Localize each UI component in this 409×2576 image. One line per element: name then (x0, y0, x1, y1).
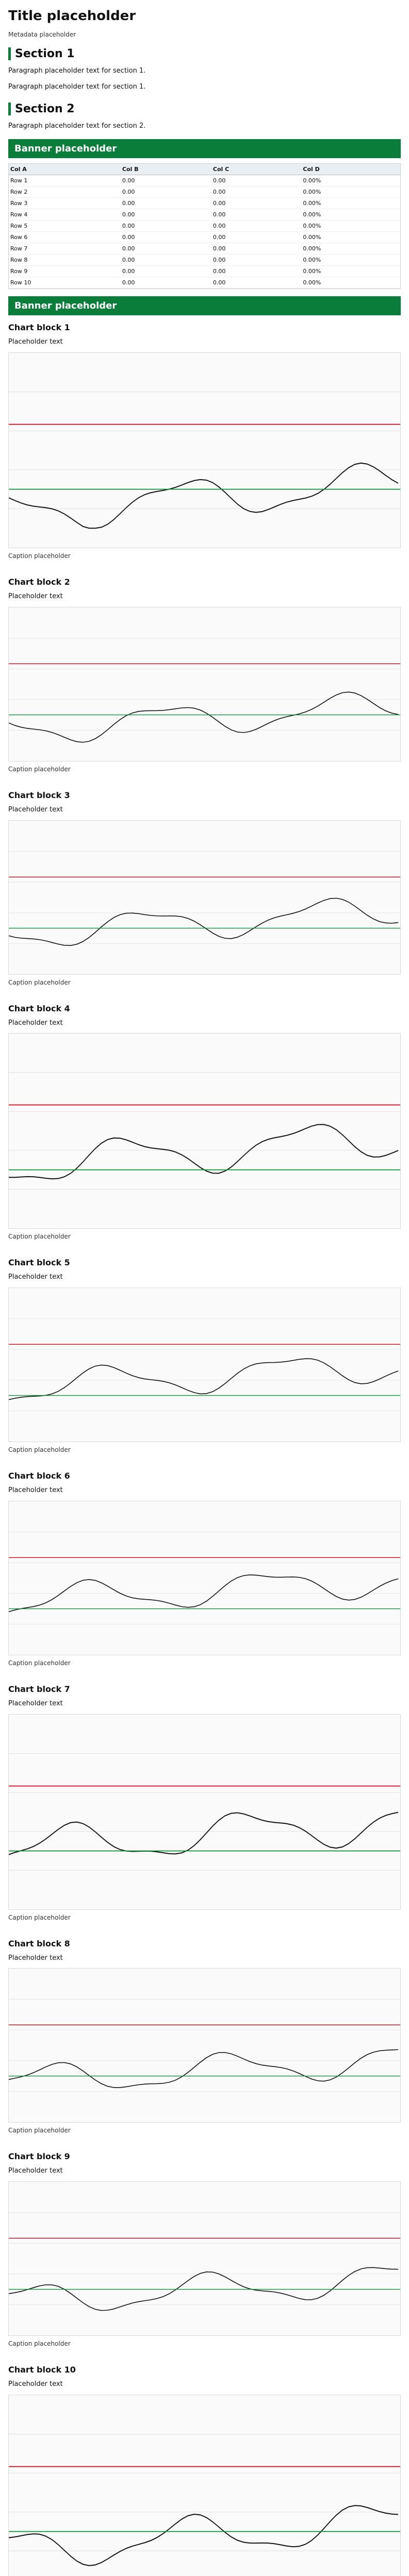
chart-series-line (9, 1812, 398, 1854)
chart-image (8, 1968, 401, 2123)
chart-series-line (9, 2049, 398, 2088)
chart-svg (9, 2182, 400, 2335)
table-row (9, 266, 400, 277)
table-cell: Row 4 (9, 209, 121, 221)
table-cell: Row 9 (9, 266, 121, 277)
chart-block-heading: Chart block 8 (8, 1938, 70, 1948)
spacer (8, 991, 401, 996)
chart-caption: Caption placeholder (8, 1446, 71, 1453)
chart-caption: Caption placeholder (8, 1659, 71, 1667)
table-cell: 0.00% (301, 243, 400, 255)
banner-2: Banner placeholder (8, 296, 401, 315)
spacer (8, 778, 401, 783)
table-row (9, 232, 400, 243)
table-cell: 0.00 (211, 255, 302, 266)
table-cell: 0.00% (301, 277, 400, 289)
section-heading: Section 2 (8, 103, 401, 115)
table-cell: Row 5 (9, 221, 121, 232)
table-cell: 0.00 (211, 175, 302, 187)
table-cell: 0.00 (211, 232, 302, 243)
table-row (9, 175, 400, 187)
chart-block-heading: Chart block 9 (8, 2151, 70, 2162)
chart-block (8, 790, 401, 986)
table-cell: 0.00 (121, 266, 211, 277)
chart-svg (9, 1033, 400, 1228)
table-header: Col D (301, 164, 400, 175)
table-cell: 0.00 (211, 209, 302, 221)
chart-series-line (9, 1125, 398, 1179)
chart-block-heading: Chart block 3 (8, 790, 70, 800)
table-cell: 0.00% (301, 266, 400, 277)
table-cell: 0.00 (211, 198, 302, 209)
table-cell: 0.00% (301, 232, 400, 243)
chart-image (8, 1501, 401, 1655)
table-cell: 0.00% (301, 198, 400, 209)
spacer (8, 1672, 401, 1677)
chart-svg (9, 2395, 400, 2576)
chart-caption: Caption placeholder (8, 1913, 71, 1921)
table-row (9, 277, 400, 289)
table-cell: Row 1 (9, 175, 121, 187)
chart-block (8, 1004, 401, 1241)
chart-svg (9, 353, 400, 548)
table-row (9, 243, 400, 255)
table-cell: 0.00 (211, 221, 302, 232)
chart-block-text: Placeholder text (8, 338, 63, 346)
table-cell: Row 2 (9, 187, 121, 198)
section-paragraph: Paragraph placeholder text for section 1. (8, 82, 146, 91)
chart-block-text: Placeholder text (8, 1273, 63, 1281)
table-row (9, 255, 400, 266)
chart-svg (9, 1288, 400, 1442)
section-1 (8, 103, 401, 132)
chart-blocks (8, 323, 401, 2576)
chart-block-text: Placeholder text (8, 1019, 63, 1027)
chart-block-heading: Chart block 10 (8, 2365, 76, 2375)
chart-caption: Caption placeholder (8, 2127, 71, 2134)
table-cell: 0.00 (121, 187, 211, 198)
section-paragraph: Paragraph placeholder text for section 2. (8, 122, 146, 130)
spacer (8, 2352, 401, 2358)
chart-block-text: Placeholder text (8, 2380, 63, 2388)
chart-image (8, 1714, 401, 1910)
chart-block-text: Placeholder text (8, 1699, 63, 1707)
table-cell: 0.00% (301, 209, 400, 221)
chart-block-heading: Chart block 6 (8, 1471, 70, 1481)
chart-caption: Caption placeholder (8, 1233, 71, 1241)
spacer (8, 565, 401, 570)
section-heading: Section 1 (8, 47, 401, 60)
table-row (9, 198, 400, 209)
table-cell: 0.00 (121, 277, 211, 289)
chart-image (8, 1287, 401, 1442)
spacer (8, 2139, 401, 2144)
chart-block-heading: Chart block 5 (8, 1258, 70, 1268)
table-cell: Row 3 (9, 198, 121, 209)
chart-block (8, 1684, 401, 1921)
chart-caption: Caption placeholder (8, 978, 71, 986)
table-cell: Row 10 (9, 277, 121, 289)
chart-svg (9, 821, 400, 974)
chart-series-line (9, 898, 398, 945)
table-cell: 0.00 (211, 243, 302, 255)
section-paragraph: Paragraph placeholder text for section 1. (8, 67, 146, 75)
article-title: Title placeholder (8, 8, 136, 24)
chart-image (8, 820, 401, 975)
chart-block-text: Placeholder text (8, 592, 63, 600)
section-0 (8, 47, 401, 93)
spacer (8, 1245, 401, 1250)
table-cell: 0.00% (301, 221, 400, 232)
table-cell: 0.00 (121, 198, 211, 209)
table-header: Col C (211, 164, 302, 175)
chart-svg (9, 1969, 400, 2122)
chart-image (8, 1033, 401, 1229)
chart-block-text: Placeholder text (8, 1486, 63, 1494)
table-cell: Row 6 (9, 232, 121, 243)
intro-sections (8, 47, 401, 132)
table-row (9, 221, 400, 232)
table-cell: 0.00 (121, 221, 211, 232)
table-row (9, 209, 400, 221)
table-cell: 0.00 (121, 209, 211, 221)
chart-block (8, 2151, 401, 2347)
chart-caption: Caption placeholder (8, 2340, 71, 2347)
table-cell: 0.00 (121, 255, 211, 266)
table-cell: 0.00 (211, 277, 302, 289)
table-cell: 0.00 (121, 232, 211, 243)
table-cell: 0.00% (301, 175, 400, 187)
banner-1: Banner placeholder (8, 139, 401, 158)
chart-series-line (9, 1359, 398, 1399)
chart-caption: Caption placeholder (8, 765, 71, 773)
table-header: Col A (9, 164, 121, 175)
chart-block (8, 323, 401, 560)
table-cell: Row 7 (9, 243, 121, 255)
table-cell: Row 8 (9, 255, 121, 266)
table-row (9, 187, 400, 198)
chart-block-heading: Chart block 2 (8, 577, 70, 587)
table-cell: 0.00% (301, 255, 400, 266)
chart-block-heading: Chart block 1 (8, 323, 70, 333)
chart-block (8, 1258, 401, 1453)
chart-svg (9, 1715, 400, 1909)
article-meta: Metadata placeholder (8, 31, 76, 38)
chart-image (8, 607, 401, 761)
table-cell: 0.00% (301, 187, 400, 198)
chart-block (8, 1939, 401, 2134)
chart-block (8, 1471, 401, 1667)
chart-block-heading: Chart block 4 (8, 1003, 70, 1013)
chart-series-line (9, 2505, 398, 2566)
spacer (8, 1459, 401, 1464)
chart-series-line (9, 463, 398, 528)
chart-block-text: Placeholder text (8, 805, 63, 814)
spacer (8, 1926, 401, 1931)
chart-image (8, 2181, 401, 2336)
chart-svg (9, 607, 400, 761)
table-cell: 0.00 (121, 175, 211, 187)
table-cell: 0.00 (211, 266, 302, 277)
chart-block (8, 2365, 401, 2576)
table-header: Col B (121, 164, 211, 175)
table-cell: 0.00 (121, 243, 211, 255)
chart-image (8, 2395, 401, 2576)
table-cell: 0.00 (211, 187, 302, 198)
chart-image (8, 352, 401, 548)
chart-block-heading: Chart block 7 (8, 1684, 70, 1694)
chart-block-text: Placeholder text (8, 2167, 63, 2175)
chart-caption: Caption placeholder (8, 552, 71, 560)
market-table (8, 163, 401, 289)
chart-block (8, 577, 401, 773)
chart-block-text: Placeholder text (8, 1954, 63, 1962)
chart-svg (9, 1501, 400, 1655)
